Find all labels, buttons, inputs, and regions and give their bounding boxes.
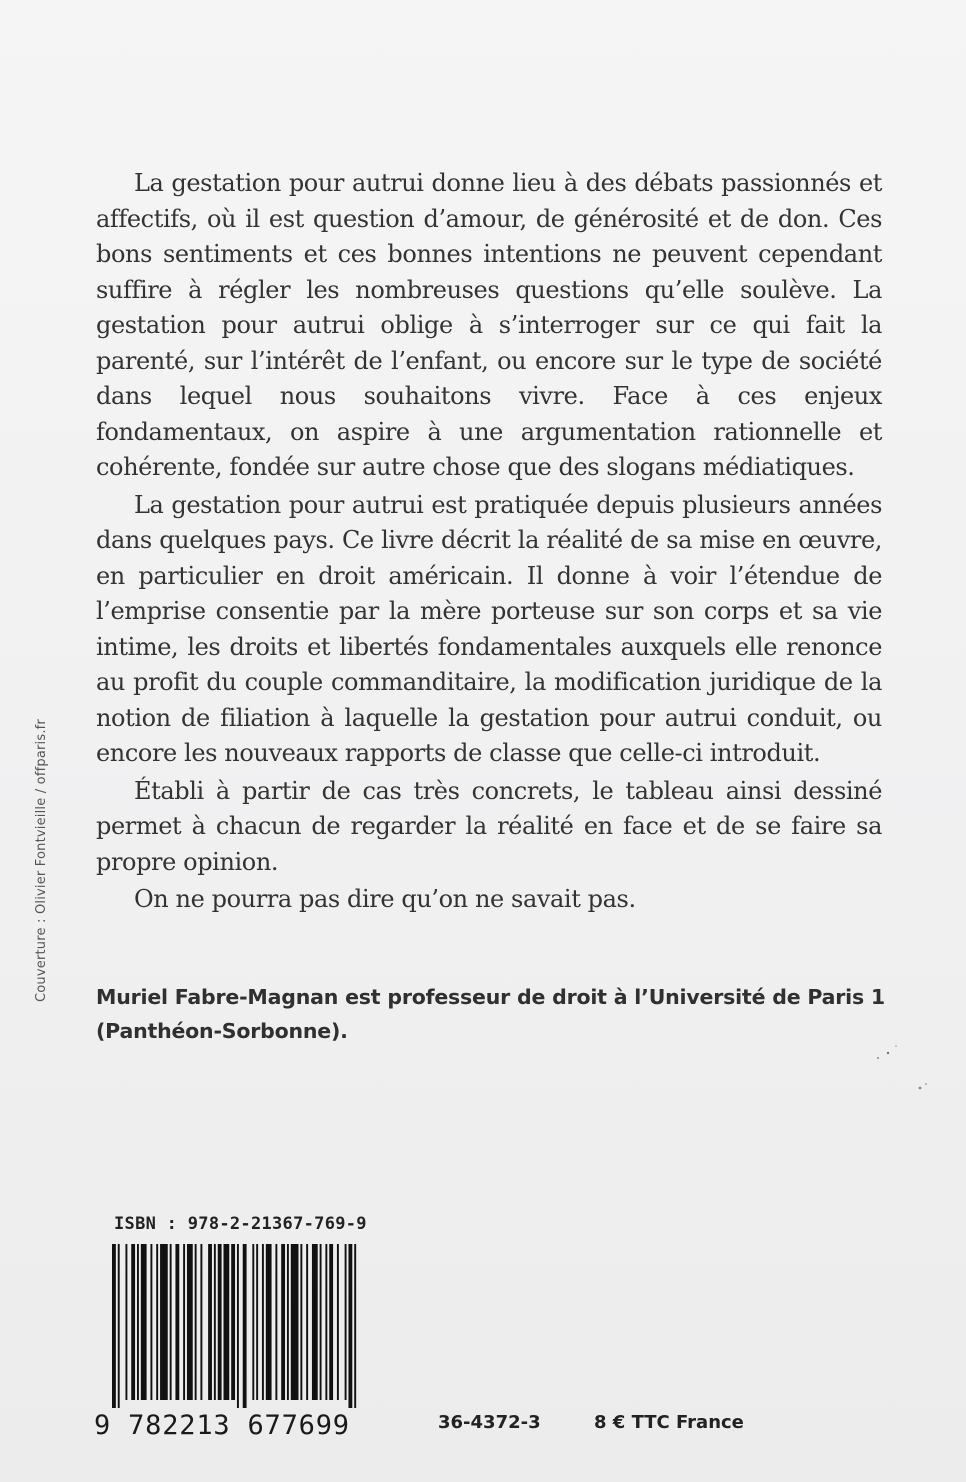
blurb-text xyxy=(96,166,882,920)
blurb-paragraph-2: La gestation pour autrui est pratiquée depuis plusieurs années dans quelques pays. Ce livre décrit la réalité de sa mise en œuvre, en particulier en droit américain. Il donne à voir l’étendue de l’emprise consentie par la mère porteuse sur son corps et sa vie intime, les droits et libertés fondamentales auxquels elle renonce au profit du couple commanditaire, la modification juridique de la notion de filiation à laquelle la gestation pour autrui conduit, ou encore les nouveaux rapports de classe que celle-ci introduit. xyxy=(96,490,882,767)
barcode-bar xyxy=(125,1244,127,1400)
blurb-paragraph-3: Établi à partir de cas très concrets, le tableau ainsi dessiné permet à chacun de regarder la réalité en face et de se faire sa propre opinion. xyxy=(96,776,882,876)
barcode-bar xyxy=(183,1244,185,1400)
barcode-bar xyxy=(243,1244,247,1408)
barcode-bar xyxy=(170,1244,172,1400)
barcode-bar xyxy=(345,1244,347,1400)
blurb-paragraph-4: On ne pourra pas dire qu’on ne savait pas. xyxy=(134,885,636,913)
barcode-bar xyxy=(329,1244,333,1400)
barcode-bar xyxy=(306,1244,308,1400)
barcode-bar xyxy=(214,1244,216,1400)
barcode-bar xyxy=(131,1244,135,1400)
barcode-bar xyxy=(112,1244,116,1408)
barcode-bar xyxy=(237,1244,239,1408)
barcode-bar xyxy=(156,1244,158,1400)
barcode-bar xyxy=(300,1244,302,1400)
barcode-bar xyxy=(137,1244,139,1400)
barcode-bar xyxy=(175,1244,179,1400)
isbn-label: ISBN : 978-2-21367-769-9 xyxy=(114,1214,367,1234)
author-note: Muriel Fabre-Magnan est professeur de droit à l’Université de Paris 1 (Panthéon-Sorbonne). xyxy=(96,985,885,1043)
barcode-bar xyxy=(187,1244,193,1400)
barcode-digits: 9 782213 677699 xyxy=(94,1410,350,1441)
barcode-bar xyxy=(141,1244,147,1400)
barcode xyxy=(112,1244,360,1408)
barcode-bar xyxy=(281,1244,285,1400)
barcode-bar xyxy=(266,1244,272,1400)
product-code: 36-4372-3 xyxy=(438,1412,541,1433)
barcode-bar xyxy=(320,1244,322,1400)
blurb-paragraph-1: La gestation pour autrui donne lieu à des débats passionnés et affectifs, où il est question d’amour, de générosité et de don. Ces bons sentiments et ces bonnes intentions ne peuvent cependant suffire à régler les nombreuses questions qu’elle soulève. La gestation pour autrui oblige à s’interroger sur ce qui fait la parenté, sur l’intérêt de l’enfant, ou encore sur le type de société dans lequel nous souhaitons vivre. Face à ces enjeux fondamentaux, on aspire à une argumentation rationnelle et cohérente, fondée sur autre chose que des slogans médiatiques. xyxy=(96,169,882,481)
barcode-bar xyxy=(208,1244,212,1400)
barcode-bar xyxy=(256,1244,258,1400)
barcode-bar xyxy=(252,1244,254,1400)
barcode-bar xyxy=(218,1244,222,1400)
barcode-bar xyxy=(287,1244,289,1400)
barcode-bar xyxy=(275,1244,277,1400)
barcode-bar xyxy=(291,1244,299,1400)
barcode-bar xyxy=(231,1244,235,1400)
barcode-bar xyxy=(312,1244,318,1400)
barcode-bar xyxy=(337,1244,339,1400)
barcode-bar xyxy=(325,1244,327,1400)
barcode-bar xyxy=(224,1244,230,1400)
barcode-bar xyxy=(262,1244,264,1400)
barcode-bar xyxy=(118,1244,120,1408)
price-label: 8 € TTC France xyxy=(594,1412,744,1433)
cover-credit: Couverture : Olivier Fontvieille / offparis.fr xyxy=(34,719,49,1002)
barcode-bar xyxy=(348,1244,352,1408)
print-specks xyxy=(868,1040,938,1100)
barcode-bar xyxy=(150,1244,152,1400)
barcode-bar xyxy=(200,1244,202,1400)
barcode-bar xyxy=(160,1244,168,1400)
barcode-bar xyxy=(195,1244,197,1400)
barcode-bar xyxy=(354,1244,356,1408)
